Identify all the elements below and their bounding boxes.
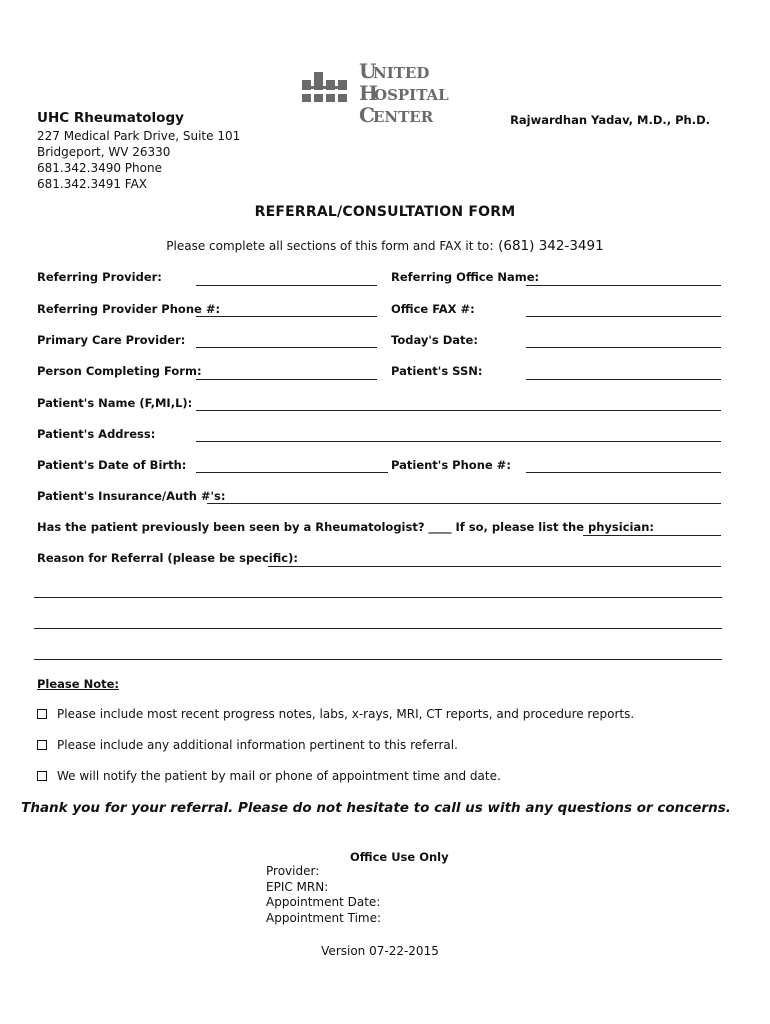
field-previous-physician[interactable] xyxy=(583,535,721,536)
svg-text:OSPITAL: OSPITAL xyxy=(374,86,449,104)
office-use-block xyxy=(266,864,381,926)
address-block xyxy=(37,128,240,192)
field-referring-office-name[interactable] xyxy=(526,285,721,286)
label-patient-ssn: Patient's SSN: xyxy=(391,364,483,378)
note-text: We will notify the patient by mail or phone of appointment time and date. xyxy=(57,769,501,783)
phone-number: 681.342.3490 Phone xyxy=(37,161,162,175)
label-seen-rheumatologist: Has the patient previously been seen by a Rheumatologist? ____ If so, please list the physician: xyxy=(37,520,655,534)
field-reason-line-2[interactable] xyxy=(34,597,722,598)
svg-text:U: U xyxy=(359,59,377,83)
field-todays-date[interactable] xyxy=(526,347,721,348)
field-person-completing[interactable] xyxy=(196,379,377,380)
fax-number: 681.342.3491 FAX xyxy=(37,177,148,191)
field-patient-address[interactable] xyxy=(196,441,721,442)
label-patient-address: Patient's Address: xyxy=(37,427,156,441)
field-patient-phone[interactable] xyxy=(526,472,721,473)
field-patient-ssn[interactable] xyxy=(526,379,721,380)
checkbox-bullet-icon xyxy=(37,740,47,750)
form-title: REFERRAL/CONSULTATION FORM xyxy=(254,204,516,220)
form-version: Version 07-22-2015 xyxy=(321,944,439,958)
field-primary-care-provider[interactable] xyxy=(196,347,377,348)
org-name: UHC Rheumatology xyxy=(37,110,184,126)
label-todays-date: Today's Date: xyxy=(391,333,478,347)
form-instruction xyxy=(0,238,770,254)
checkbox-bullet-icon xyxy=(37,709,47,719)
note-item xyxy=(37,738,458,752)
please-note-heading: Please Note: xyxy=(37,677,119,691)
label-referring-provider: Referring Provider: xyxy=(37,270,162,284)
note-text: Please include most recent progress notes, labs, x-rays, MRI, CT reports, and procedure reports. xyxy=(57,707,635,721)
fax-to-number: : (681) 342-3491 xyxy=(489,238,604,254)
instruction-text: Please complete all sections of this form and FAX it to xyxy=(166,239,490,253)
united-hospital-center-logo xyxy=(302,58,472,124)
label-patient-name: Patient's Name (F,MI,L): xyxy=(37,396,193,410)
thank-you-message: Thank you for your referral. Please do not hesitate to call us with any questions or concerns. xyxy=(21,800,731,816)
physician-name: Rajwardhan Yadav, M.D., Ph.D. xyxy=(510,113,710,127)
field-referring-provider[interactable] xyxy=(196,285,377,286)
note-item xyxy=(37,769,501,783)
label-patient-phone: Patient's Phone #: xyxy=(391,458,511,472)
label-patient-dob: Patient's Date of Birth: xyxy=(37,458,187,472)
note-text: Please include any additional information pertinent to this referral. xyxy=(57,738,458,752)
address-line1: 227 Medical Park Drive, Suite 101 xyxy=(37,129,241,143)
office-appointment-date-label: Appointment Date: xyxy=(266,895,381,909)
label-office-fax: Office FAX #: xyxy=(391,302,475,316)
label-referring-office-name: Referring Office Name: xyxy=(391,270,540,284)
field-patient-insurance[interactable] xyxy=(207,503,721,504)
label-primary-care-provider: Primary Care Provider: xyxy=(37,333,186,347)
label-person-completing: Person Completing Form: xyxy=(37,364,202,378)
field-patient-dob[interactable] xyxy=(196,472,388,473)
office-epic-mrn-label: EPIC MRN: xyxy=(266,879,329,894)
svg-text:ENTER: ENTER xyxy=(373,108,434,124)
field-office-fax[interactable] xyxy=(526,316,721,317)
field-referring-provider-phone[interactable] xyxy=(196,316,377,317)
office-provider-label: Provider: xyxy=(266,864,320,878)
field-reason-line-3[interactable] xyxy=(34,628,722,629)
address-line2: Bridgeport, WV 26330 xyxy=(37,145,171,159)
office-appointment-time-label: Appointment Time: xyxy=(266,910,382,925)
svg-text:H: H xyxy=(359,81,378,105)
field-patient-name[interactable] xyxy=(196,410,721,411)
note-item xyxy=(37,707,634,721)
svg-text:NITED: NITED xyxy=(373,64,430,82)
office-use-heading: Office Use Only xyxy=(350,850,449,864)
label-reason-for-referral: Reason for Referral (please be specific): xyxy=(37,551,298,565)
field-reason-for-referral[interactable] xyxy=(268,566,721,567)
checkbox-bullet-icon xyxy=(37,771,47,781)
label-referring-provider-phone: Referring Provider Phone #: xyxy=(37,302,221,316)
uhc-logo-mark xyxy=(302,58,472,124)
svg-text:C: C xyxy=(359,103,375,124)
field-reason-line-4[interactable] xyxy=(34,659,722,660)
label-patient-insurance: Patient's Insurance/Auth #'s: xyxy=(37,489,226,503)
